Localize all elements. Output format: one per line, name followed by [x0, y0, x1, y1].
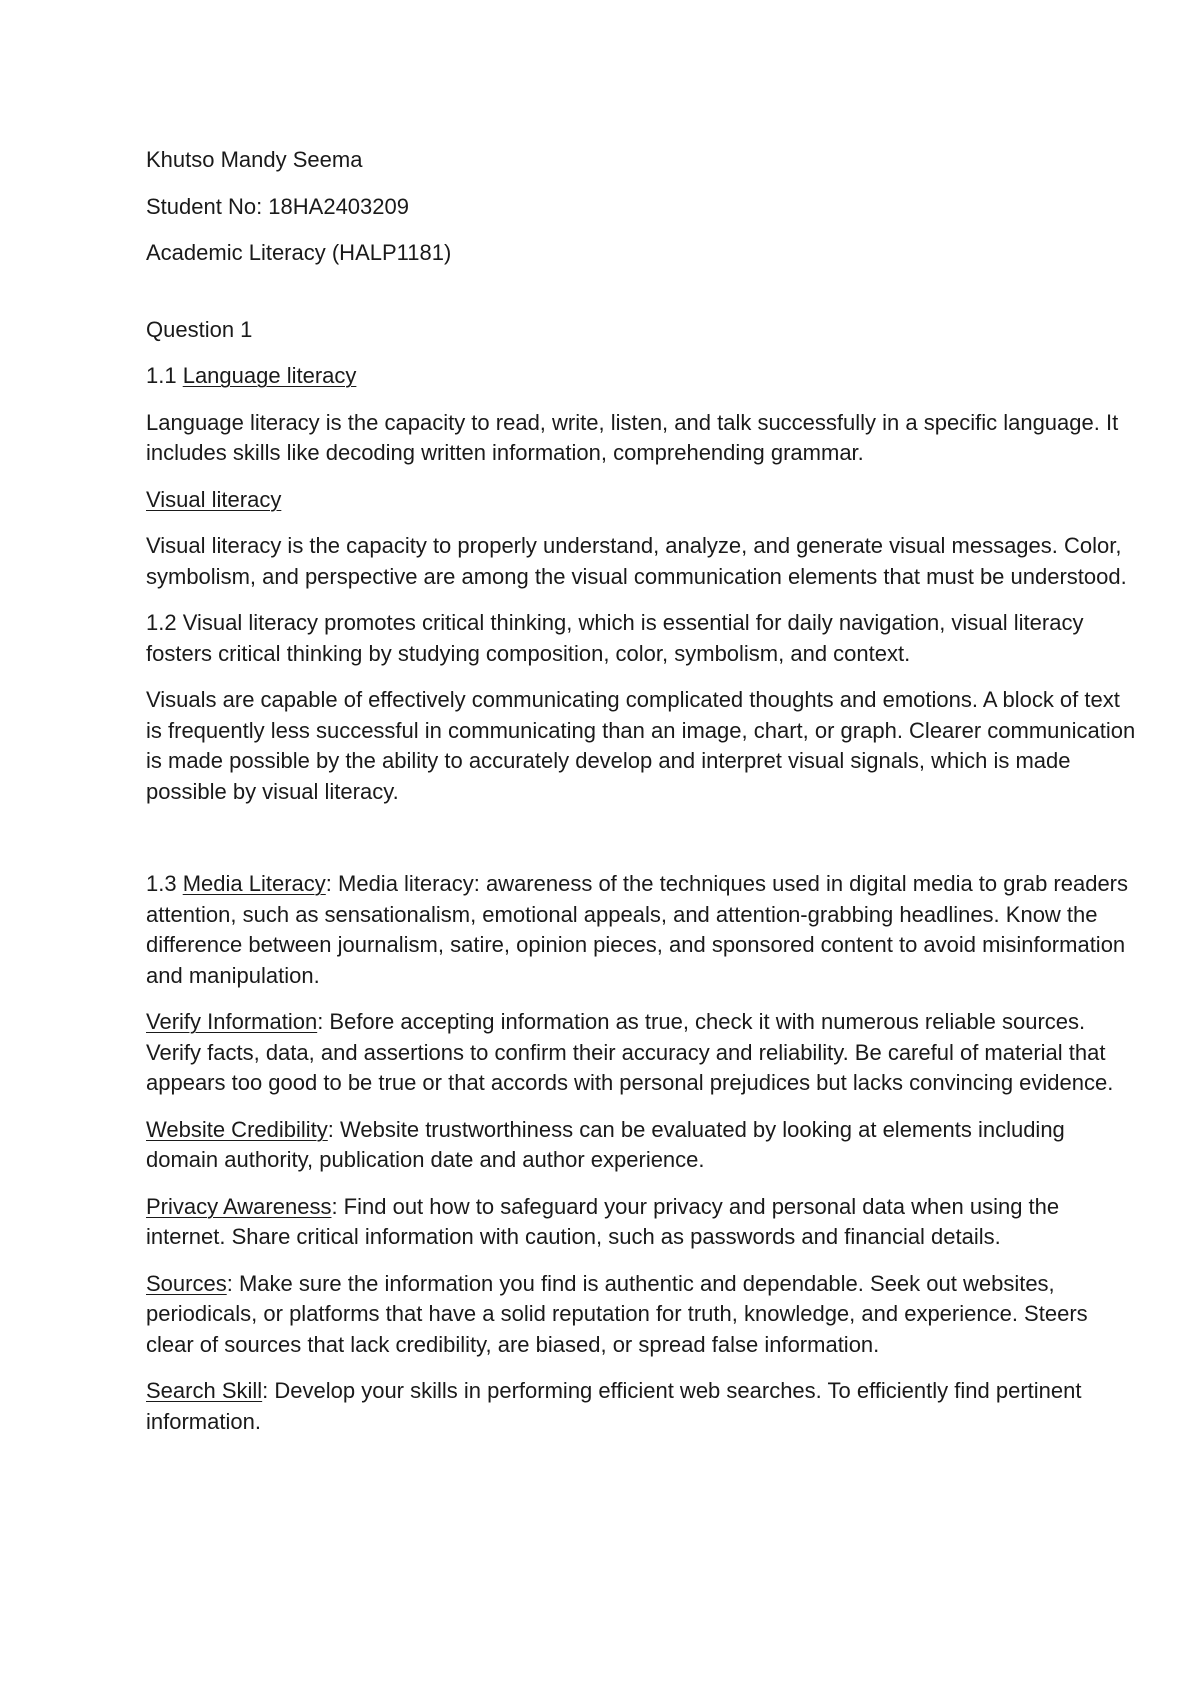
search-skill-text: : Develop your skills in performing efficient web searches. To efficiently find pertinent information.	[146, 1378, 1082, 1434]
search-skill-term: Search Skill	[146, 1378, 263, 1403]
visual-literacy-text: Visual literacy is the capacity to properly understand, analyze, and generate visual messages. Color, symbolism, and perspective are among the visual communication elements that must be understood.	[146, 533, 1127, 589]
module-title: Academic Literacy (HALP1181)	[146, 240, 452, 265]
language-literacy-heading: Language literacy	[182, 363, 357, 388]
media-literacy-term: Media Literacy	[182, 871, 326, 896]
visual-literacy-heading-line	[146, 485, 1136, 516]
sources-text: : Make sure the information you find is authentic and dependable. Seek out websites, periodicals, or platforms that have a solid reputation for truth, knowledge, and experience. Steers clear of sources that lack credibility, are biased, or spread false information.	[146, 1270, 1088, 1357]
q1-2-paragraph-2: Visuals are capable of effectively communicating complicated thoughts and emotions. A block of text is frequently less successful in communicating than an image, chart, or graph. Clearer communication is made possible by the ability to accurately develop and interpret visual signals, which is made possible by visual literacy.	[146, 687, 1136, 804]
privacy-awareness-text: : Find out how to safeguard your privacy and personal data when using the internet. Share critical information with caution, such as passwords and financial details.	[146, 1193, 1060, 1249]
verify-information-text: : Before accepting information as true, check it with numerous reliable sources. Verify facts, data, and assertions to confirm their accuracy and reliability. Be careful of material that appears too good to be true or that accords with personal prejudices but lacks convincing evidence.	[146, 1009, 1114, 1095]
q1-3-item-verify-information	[146, 1007, 1136, 1099]
sources-term: Sources	[146, 1270, 227, 1296]
q1-3-item-privacy-awareness	[146, 1192, 1136, 1253]
visual-literacy-heading: Visual literacy	[146, 486, 282, 512]
media-literacy-text: : Media literacy: awareness of the techniques used in digital media to grab readers attention, such as sensationalism, emotional appeals, and attention-grabbing headlines. Know the difference between journalism, satire, opinion pieces, and sponsored content to avoid misinformation and manipulation.	[146, 871, 1129, 988]
q1-1-number: 1.1	[146, 363, 183, 388]
student-name: Khutso Mandy Seema	[146, 147, 363, 172]
website-credibility-term: Website Credibility	[146, 1116, 328, 1142]
website-credibility-text: : Website trustworthiness can be evaluated by looking at elements including domain authority, publication date and author experience.	[146, 1116, 1065, 1172]
q1-1-heading-line	[146, 361, 1136, 392]
question-heading: Question 1	[146, 316, 253, 342]
q1-2-paragraph-1: 1.2 Visual literacy promotes critical thinking, which is essential for daily navigation, visual literacy fosters critical thinking by studying composition, color, symbolism, and context.	[146, 610, 1084, 666]
language-literacy-text: Language literacy is the capacity to read, write, listen, and talk successfully in a specific language. It includes skills like decoding written information, comprehending grammar.	[146, 409, 1119, 465]
q1-3-item-media-literacy	[146, 869, 1136, 991]
q1-3-item-sources	[146, 1269, 1136, 1361]
verify-information-term: Verify Information	[146, 1009, 318, 1034]
document-body	[146, 145, 1136, 1453]
student-number: Student No: 18HA2403209	[146, 193, 409, 219]
q1-3-item-search-skill	[146, 1376, 1136, 1437]
q1-3-item-website-credibility	[146, 1115, 1136, 1176]
q1-3-number: 1.3	[146, 871, 183, 896]
privacy-awareness-term: Privacy Awareness	[146, 1193, 332, 1219]
